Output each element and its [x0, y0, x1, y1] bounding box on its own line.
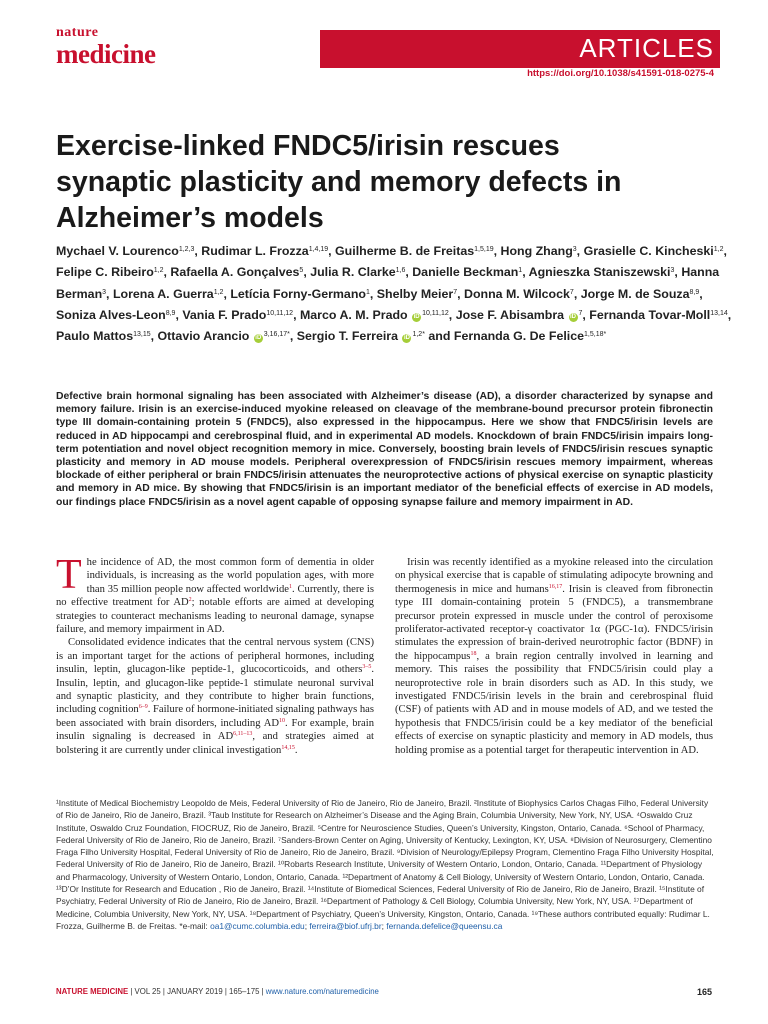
- citation-ref[interactable]: 10: [279, 717, 286, 724]
- body-text: Irisin was recently identified as a myokine released into the circulation on physical exercise that is capable of stimulating adipocyte browning and thermogenesis in mice and humans: [395, 557, 713, 595]
- article-title: Exercise-linked FNDC5/irisin rescues synaptic plasticity and memory defects in Alzheimer’s models: [56, 130, 622, 234]
- footer-journal: NATURE MEDICINE: [56, 987, 129, 996]
- affiliation-text: ¹Institute of Medical Biochemistry Leopoldo de Meis, Federal University of Rio de Janeiro, Rio de Janeiro, Brazil. ²Institute of Biophysics Carlos Chagas Filho, Federal University of Rio de Janeiro, Rio de Janeiro, Brazil. ³Taub Institute for Research on Alzheimer’s Disease and the Aging Brain, Columbia University, New York, NY, USA. ⁴Oswaldo Cruz Institute, Oswaldo Cruz Foundation, FIOCRUZ, Rio de Janeiro, Brazil. ⁵Centre for Neuroscience Studies, Queen’s University, Kingston, Ontario, Canada. ⁶School of Pharmacy, Federal University of Rio de Janeiro, Rio de Janeiro, Brazil. ⁷Sanders-Brown Center on Aging, University of Kentucky, Lexington, KY, USA. ⁸Division of Neurosurgery, Clementino Fraga Filho University Hospital, Federal University of Rio de Janeiro, Rio de Janeiro, Brazil. ⁹Division of Neurology/Epilepsy Program, Clementino Fraga Filho University Hospital, Federal University of Rio de Janeiro, Rio de Janeiro, Brazil. ¹⁰Robarts Research Institute, University of Western Ontario, London, Ontario, Canada. ¹¹Department of Physiology and Pharmacology, University of Western Ontario, London, Ontario, Canada. ¹²Department of Anatomy & Cell Biology, University of Western Ontario, London, Ontario, Canada. ¹³D’Or Institute for Research and Education , Rio de Janeiro, Brazil. ¹⁴Institute of Biomedical Sciences, Federal University of Rio de Janeiro, Rio de Janeiro, Brazil. ¹⁵Institute of Psychiatry, Federal University of Rio de Janeiro, Rio de Janeiro, Brazil. ¹⁶Department of Pathology & Cell Biology, Columbia University, New York, NY, USA. ¹⁷Department of Medicine, Columbia University, New York, NY, USA. ¹⁸Department of Psychiatry, Queen’s University, Kingston, Ontario, Canada. ¹⁹These authors contributed equally: Rudimar L. Frozza, Guilherme B. de Freitas. *e-mail:: [56, 798, 714, 931]
- citation-ref[interactable]: 6,11–13: [233, 731, 253, 738]
- author-affiliation-sup: 5: [299, 267, 304, 275]
- citation-ref[interactable]: 14,15: [281, 744, 295, 751]
- author-affiliation-sup: 10,11,12: [266, 309, 294, 317]
- citation-ref[interactable]: 2: [188, 597, 192, 604]
- doi-link[interactable]: https://doi.org/10.1038/s41591-018-0275-4: [527, 68, 714, 79]
- author-name[interactable]: Jose F. Abisambra: [455, 307, 565, 322]
- body-text: , and strategies aimed at bolstering it are currently under clinical investigation: [56, 731, 374, 756]
- citation-ref[interactable]: 3–5: [362, 664, 372, 671]
- author-affiliation-sup: 7: [569, 288, 574, 296]
- footer-volume: | VOL 25 | JANUARY 2019 | 165–175 |: [128, 987, 266, 996]
- affiliations: ¹Institute of Medical Biochemistry Leopoldo de Meis, Federal University of Rio de Janeiro, Rio de Janeiro, Brazil. ²Institute of Biophysics Carlos Chagas Filho, Federal University of Rio de Janeiro, Rio de Janeiro, Brazil. ³Taub Institute for Research on Alzheimer’s Disease and the Aging Brain, Columbia University, New York, NY, USA. ⁴Oswaldo Cruz Institute, Oswaldo Cruz Foundation, FIOCRUZ, Rio de Janeiro, Brazil. ⁵Centre for Neuroscience Studies, Queen’s University, Kingston, Ontario, Canada. ⁶School of Pharmacy, Federal University of Rio de Janeiro, Rio de Janeiro, Brazil. ⁷Sanders-Brown Center on Aging, University of Kentucky, Lexington, KY, USA. ⁸Division of Neurosurgery, Clementino Fraga Filho University Hospital, Federal University of Rio de Janeiro, Rio de Janeiro, Brazil. ⁹Division of Neurology/Epilepsy Program, Clementino Fraga Filho University Hospital, Federal University of Rio de Janeiro, Rio de Janeiro, Brazil. ¹⁰Robarts Research Institute, University of Western Ontario, London, Ontario, Canada. ¹¹Department of Physiology and Pharmacology, University of Western Ontario, London, Ontario, Canada. ¹²Department of Anatomy & Cell Biology, University of Western Ontario, London, Ontario, Canada. ¹³D’Or Institute for Research and Education , Rio de Janeiro, Brazil. ¹⁴Institute of Biomedical Sciences, Federal University of Rio de Janeiro, Rio de Janeiro, Brazil. ¹⁵Institute of Psychiatry, Federal University of Rio de Janeiro, Rio de Janeiro, Brazil. ¹⁶Department of Pathology & Cell Biology, Columbia University, New York, NY, USA. ¹⁷Department of Medicine, Columbia University, New York, NY, USA. ¹⁸Department of Psychiatry, Queen’s University, Kingston, Ontario, Canada. ¹⁹These authors contributed equally: Rudimar L. Frozza, Guilherme B. de Freitas. *e-mail: oa1@cumc.columbia.edu; ferreira@biof.ufrj.br; fernanda.defelice@queensu.ca: [56, 798, 714, 931]
- page-footer: [56, 986, 379, 998]
- author-affiliation-sup: 1,4,19: [308, 246, 329, 253]
- author-affiliation-sup: 1: [365, 288, 370, 296]
- body-text: Consolidated evidence indicates that the central nervous system (CNS) is an important target for the actions of peripheral hormones, including insulin, leptin, glucagon-like peptide-1, glucocorticoids, and others: [56, 637, 374, 676]
- author-name[interactable]: Paulo Mattos: [56, 329, 134, 344]
- citation-ref[interactable]: 16,17: [548, 583, 563, 590]
- author-affiliation-sup: 1: [518, 267, 523, 275]
- author-name[interactable]: Sergio T. Ferreira: [296, 329, 399, 344]
- author-name[interactable]: Guilherme B. de Freitas: [335, 244, 475, 258]
- body-text: .: [294, 744, 298, 756]
- author-affiliation-sup: 3: [572, 246, 577, 253]
- citation-ref[interactable]: 1: [288, 583, 292, 590]
- author-affiliation-sup: 1,5,18*: [584, 331, 607, 339]
- orcid-icon[interactable]: iD: [413, 313, 420, 320]
- author-affiliation-sup: 8,9: [689, 288, 700, 296]
- author-name[interactable]: Hanna Berman: [56, 265, 720, 301]
- body-text: . Insulin, leptin, and glucagon-like peptide-1 stimulate neuronal survival and synaptic plasticity, and they contribute to higher brain functions, including cognition: [56, 664, 374, 716]
- email-link[interactable]: fernanda.defelice@queensu.ca: [386, 920, 503, 931]
- journal-logo-nature: nature: [56, 25, 99, 40]
- author-affiliation-sup: 3: [670, 267, 675, 275]
- author-affiliation-sup: 1,2,3: [178, 246, 195, 253]
- author-name[interactable]: Letícia Forny-Germano: [230, 286, 366, 301]
- author-affiliation-sup: 1,6: [395, 267, 406, 275]
- author-name[interactable]: Agnieszka Staniszewski: [528, 265, 671, 280]
- author-name[interactable]: Jorge M. de Souza: [580, 286, 690, 301]
- author-name[interactable]: Soniza Alves-Leon: [56, 307, 166, 322]
- orcid-icon[interactable]: iD: [570, 313, 576, 320]
- author-name[interactable]: Mychael V. Lourenco: [56, 244, 179, 258]
- author-affiliation-sup: 1,2: [153, 267, 164, 275]
- citation-ref[interactable]: 6–9: [138, 704, 148, 711]
- author-name[interactable]: Fernanda Tovar-Moll: [589, 307, 711, 322]
- author-name[interactable]: Felipe C. Ribeiro: [56, 265, 154, 280]
- author-affiliation-sup: 1,2*: [412, 331, 425, 339]
- author-affiliation-sup: 3,16,17*: [263, 331, 290, 339]
- author-name[interactable]: Ottavio Arancio: [157, 329, 250, 344]
- author-name[interactable]: Grasielle C. Kincheski: [583, 244, 714, 258]
- author-name[interactable]: Julia R. Clarke: [310, 265, 396, 280]
- journal-logo-medicine: medicine: [56, 39, 156, 69]
- body-column-left: [56, 552, 375, 757]
- citation-ref[interactable]: 18: [470, 650, 477, 657]
- author-name[interactable]: Marco A. M. Prado: [299, 307, 408, 322]
- author-affiliation-sup: 1,2: [713, 246, 724, 253]
- author-affiliation-sup: 13,15: [133, 331, 151, 339]
- footer-url[interactable]: www.nature.com/naturemedicine: [265, 987, 379, 996]
- orcid-icon[interactable]: iD: [403, 335, 410, 342]
- body-text: . For example, brain insulin signaling is decreased in AD: [56, 717, 375, 743]
- email-link[interactable]: ferreira@biof.ufrj.br: [309, 920, 382, 931]
- body-text: ; notable efforts are aimed at developing strategies to counteract mechanisms leading to neuronal damage, synapse failure, and memory impairment in AD.: [56, 597, 374, 636]
- abstract: Defective brain hormonal signaling has been associated with Alzheimer’s disease (AD), a disorder characterized by synapse and memory failure. Irisin is an exercise-induced myokine released on cleavage of the membrane-bound precursor protein fibronectin type III domain-containing protein 5 (FNDC5), also expressed in the hippocampus. Here we show that FNDC5/irisin levels are reduced in AD hippocampi and cerebrospinal fluid, and in experimental AD models. Knockdown of brain FNDC5/irisin impairs long-term potentiation and novel object recognition memory in mice. Conversely, boosting brain levels of FNDC5/irisin rescues synaptic plasticity and memory in AD mouse models. Peripheral overexpression of FNDC5/irisin rescues memory impairment, whereas blockade of either peripheral or brain FNDC5/irisin attenuates the neuroprotective actions of physical exercise on synaptic plasticity and memory in AD mice. By showing that FNDC5/irisin is an important mediator of the beneficial effects of exercise in AD models, our findings place FNDC5/irisin as a novel agent capable of opposing synapse failure and memory impairment in AD.: [56, 391, 713, 508]
- body-text: he incidence of AD, the most common form of dementia in older individuals, is increasing as the world population ages, with more than 35 million people now affected worldwide: [86, 557, 374, 595]
- page-number: 165: [696, 987, 712, 997]
- author-list: Mychael V. Lourenco$^{1,2,3}$, Rudimar L. Frozza$^{1,4,19}$, Guilherme B. de Freitas$^{1,5,19}$, Hong Zhang$^3$, Grasielle C. Kincheski$^{1,2}$, Felipe C. Ribeiro$^{1,2}$, Rafaella A. Gonçalves$^5$, Julia R. Clarke$^{1,6}$, Danielle Beckman$^1$, Agnieszka Staniszewski$^3$, Hanna Berman$^3$, Lorena A. Guerra$^{1,2}$, Letícia Forny-Germano$^1$, Shelby Meier$^7$, Donna M. Wilcock$^7$, Jorge M. de Souza$^{8,9}$, Soniza Alves-Leon$^{8,9}$, Vania F. Prado$^{10,11,12}$, Marco A. M. Prado iD $^{10,11,12}$, Jose F. Abisambra iD $^7$, Fernanda Tovar-Moll$^{13,14}$, Paulo Mattos$^{13,15}$, Ottavio Arancio iD $^{3,16,17*}$, Sergio T. Ferreira iD $^{1,2*}$ and Fernanda G. De Felice$^{1,5,18*}$: [56, 244, 732, 344]
- author-name[interactable]: Rudimar L. Frozza: [201, 244, 309, 258]
- author-name[interactable]: Lorena A. Guerra: [112, 286, 214, 301]
- author-affiliation-sup: 10,11,12: [422, 309, 449, 317]
- author-affiliation-sup: 8,9: [165, 309, 176, 317]
- author-affiliation-sup: 7: [453, 288, 458, 296]
- section-label: ARTICLES: [579, 33, 714, 63]
- body-text: . Irisin is cleaved from fibronectin type III domain-containing protein 5 (FNDC5), a transmembrane precursor protein expressed in muscle under the control of peroxisome proliferator-activated receptor-γ coactivator 1α (PGC-1α). FNDC5/irisin stimulates the expression of brain-derived neurotrophic factor (BDNF) in the hippocampus: [395, 583, 714, 662]
- author-name[interactable]: Hong Zhang: [500, 244, 573, 258]
- author-name[interactable]: Donna M. Wilcock: [464, 286, 570, 301]
- author-name[interactable]: Shelby Meier: [376, 286, 454, 301]
- author-name[interactable]: Rafaella A. Gonçalves: [170, 265, 300, 280]
- body-text: , a brain region centrally involved in learning and memory. This raises the possibility that FNDC5/irisin could play a neuroprotective role in brain disorders such as AD. In this study, we investigated FNDC5/irisin levels in the brain and cerebrospinal fluid (CSF) of patients with AD and in mouse models of AD, and we tested the hypothesis that FNDC5/irisin could be a key mediator of the beneficial effects of exercise on synaptic plasticity and memory in AD models, thus holding promise as a potential target for therapeutic intervention in AD.: [395, 650, 713, 756]
- body-column-right: [395, 556, 713, 757]
- author-affiliation-sup: 3: [102, 288, 107, 296]
- author-affiliation-sup: 13,14: [710, 309, 728, 317]
- drop-cap: T: [56, 552, 82, 598]
- author-name[interactable]: Vania F. Prado: [182, 307, 267, 322]
- email-link[interactable]: oa1@cumc.columbia.edu: [210, 920, 305, 931]
- body-text: . Failure of hormone-initiated signaling pathways has been associated with brain disorders, including AD: [56, 704, 375, 729]
- author-name[interactable]: Fernanda G. De Felice: [453, 329, 585, 344]
- body-text: . Currently, there is no effective treatment for AD: [56, 583, 374, 609]
- author-affiliation-sup: 7: [578, 309, 583, 317]
- author-affiliation-sup: 1,2: [213, 288, 224, 296]
- orcid-icon[interactable]: iD: [255, 335, 262, 342]
- author-affiliation-sup: 1,5,19: [474, 246, 494, 253]
- author-name[interactable]: Danielle Beckman: [412, 265, 519, 280]
